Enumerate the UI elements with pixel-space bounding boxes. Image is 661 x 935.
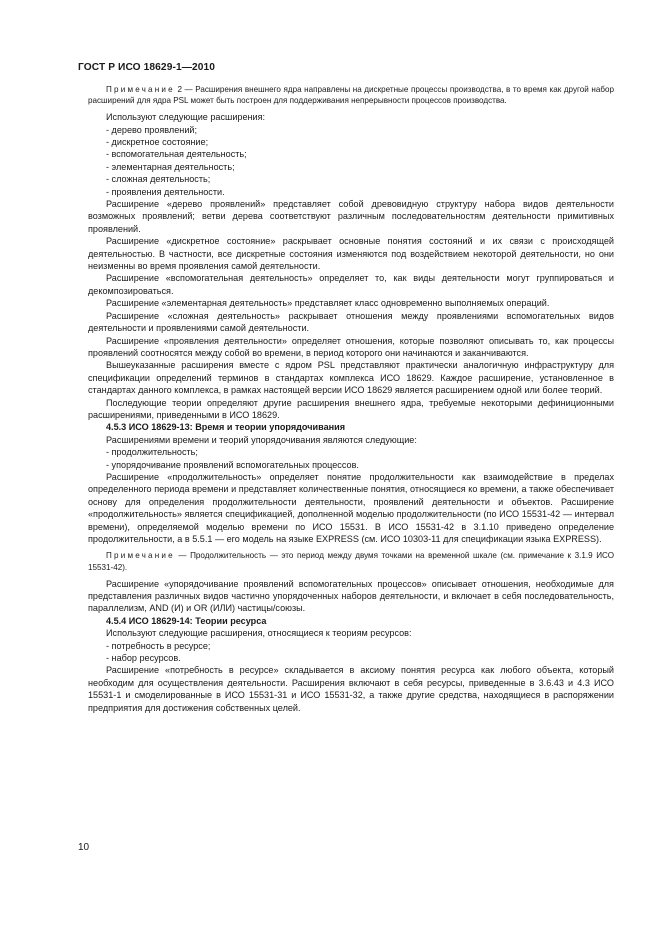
note-text: — Продолжительность — это период между двумя точками на временной шкале (см. примечание к 3.1.9 ИСО 15531-42). <box>88 551 614 572</box>
intro-text: Используют следующие расширения: <box>106 112 266 123</box>
note-lead: Примечание <box>106 551 175 561</box>
list-item: - потребность в ресурсе; <box>106 640 211 651</box>
list-item: - дискретное состояние; <box>106 137 209 147</box>
paragraph: Расширение «вспомогательная деятельность» определяет то, как виды деятельности могут группироваться и декомпозироваться. <box>88 273 614 296</box>
note-paragraph <box>88 550 614 572</box>
list-item: - продолжительность; <box>106 447 198 458</box>
paragraph: Расширение «дискретное состояние» раскрывает основные понятия состояний и их связи с происходящей деятельностью. В частности, все дискретные состояния изменяются под воздействием некоторой деятельности, но они неизменны во время проявления самой деятельности. <box>88 236 614 272</box>
list-item: - упорядочивание проявлений вспомогательных процессов. <box>106 459 359 470</box>
note-paragraph <box>88 84 614 106</box>
paragraph: Вышеуказанные расширения вместе с ядром PSL представляют практически аналогичную инфраструктуру для спецификации определений терминов в стандартах комплекса ИСО 18629. Каждое расширение, установленное в стандартах данного комплекса, в рамках настоящей версии ИСО 18629 является расширением одной или более теорий. <box>88 360 614 396</box>
paragraph: Расширение «элементарная деятельность» представляет класс одновременно выполняемых операций. <box>106 298 550 309</box>
list-item: - набор ресурсов. <box>106 653 181 664</box>
intro-text: Используют следующие расширения, относящиеся к теориям ресурсов: <box>106 628 412 639</box>
note-text: 2 — Расширения внешнего ядра направлены на дискретные процессы производства, в то время как другой набор расширений для ядра PSL может быть построен для поддерживания непрерывности процессов производства. <box>88 85 614 106</box>
list-item: - элементарная деятельность; <box>106 161 235 172</box>
paragraph: Расширение «упорядочивание проявлений вспомогательных процессов» описывает отношения, необходимые для представления различных видов частично упорядоченных наборов деятельности, и включает в себя последовательность, параллелизм, AND (И) и OR (ИЛИ) частицы/союзы. <box>88 578 614 614</box>
paragraph: Расширение «дерево проявлений» представляет собой древовидную структуру набора видов деятельности возможных проявлений; ветви дерева соответствуют различным последовательностям деятельности примитивных проявлений. <box>88 199 614 234</box>
paragraph: Расширение «сложная деятельность» раскрывает отношения между проявлениями вспомогательных видов деятельности и проявлениями самой деятельности. <box>88 310 614 334</box>
document-header: ГОСТ Р ИСО 18629-1—2010 <box>78 62 216 73</box>
section-heading: 4.5.4 ИСО 18629-14: Теории ресурса <box>106 615 267 626</box>
document-body <box>88 84 614 714</box>
list-item: - дерево проявлений; <box>106 124 198 135</box>
page-number: 10 <box>78 842 90 853</box>
paragraph: Расширение «проявления деятельности» определяет отношения, которые позволяют описывать то, как процессы проявлений соотносятся между собой во времени, в период которого они начинаются и заканчиваются. <box>88 335 614 358</box>
intro-text: Расширениями времени и теорий упорядочивания являются следующие: <box>106 434 417 445</box>
paragraph: Расширение «потребность в ресурсе» складывается в аксиому понятия ресурса как любого объекта, который необходим для осуществления деятельности. Расширения включают в себя ресурсы, приведенные в 3.6.43 и 4.3 ИСО 15531-1 и смоделированные в ИСО 15531-31 и ИСО 15531-32, а также другие средства, находящиеся в распоряжении предприятия для достижения собственных целей. <box>88 665 614 713</box>
paragraph: Расширение «продолжительность» определяет понятие продолжительности как взаимодействие в пределах определенного периода времени и представляет количественные понятия, относящиеся ко времени, а также обеспечивает основу для определения продолжительности деятельности, проявлений деятельности и объектов. Расширение «продолжительность» является спецификацией, дополненной моделью продолжительности (по ИСО 15531-42 — интервал времени), определяемой моделью времени по ИСО 15531. В ИСО 15531-42 в 3.1.10 приведено определение продолжительности, а в 5.5.1 — его модель на языке EXPRESS (см. ИСО 10303-11 для спецификации языка EXPRESS). <box>88 471 614 544</box>
note-lead: Примечание <box>106 85 175 94</box>
paragraph: Последующие теории определяют другие расширения внешнего ядра, требуемые некоторыми дефиниционными расширениями, приведенными в ИСО 18629. <box>88 397 614 420</box>
list-item: - проявления деятельности. <box>106 186 225 197</box>
list-item: - сложная деятельность; <box>106 174 211 185</box>
list-item: - вспомогательная деятельность; <box>106 149 247 160</box>
section-heading: 4.5.3 ИСО 18629-13: Время и теории упорядочивания <box>106 422 346 433</box>
